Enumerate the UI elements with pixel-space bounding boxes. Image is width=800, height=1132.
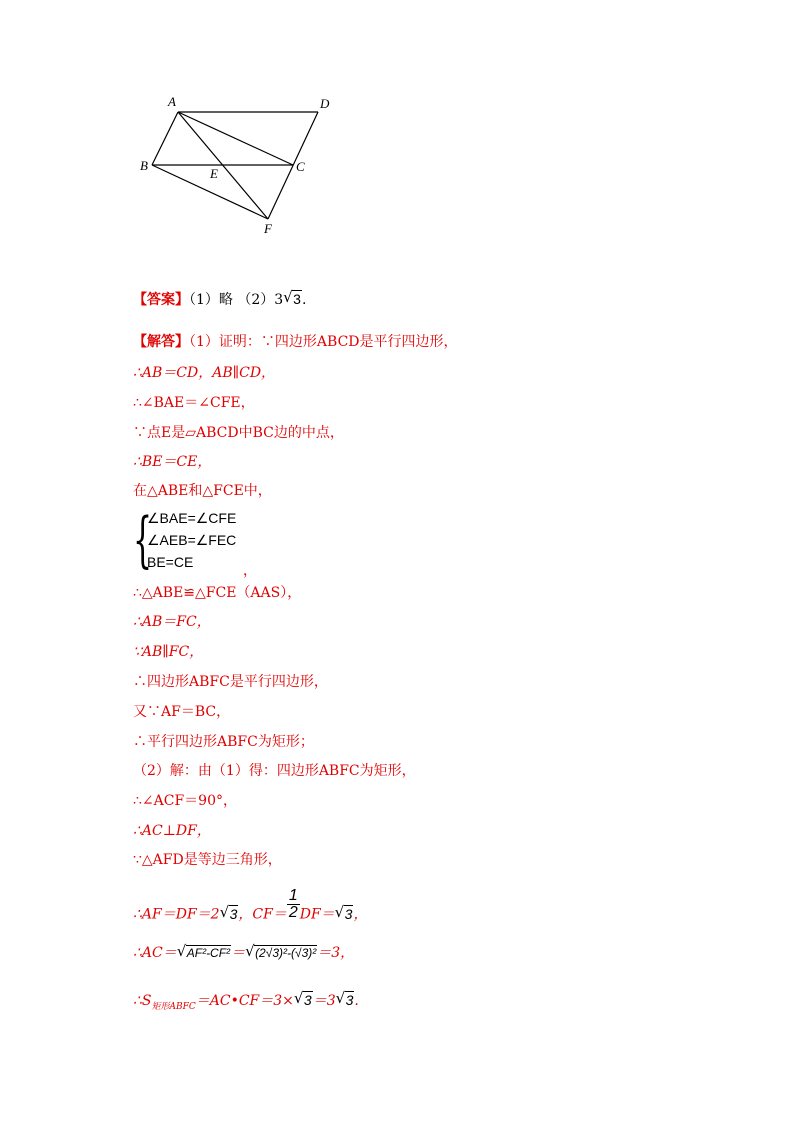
solution-line-15: ∵△AFD是等边三角形， bbox=[133, 852, 282, 868]
equation-line-1 bbox=[133, 887, 368, 931]
eq1-denominator: 2 bbox=[288, 904, 298, 921]
solution-line-7: ∴AB＝FC， bbox=[133, 614, 211, 630]
eq2-sqrt-1 bbox=[177, 944, 231, 962]
equation-system bbox=[133, 505, 293, 578]
parallelogram-diagram bbox=[130, 88, 360, 248]
eq2-part-c: ＝3， bbox=[317, 945, 355, 961]
eq3-part-c: ＝3 bbox=[312, 993, 336, 1009]
eq1-sqrt-2 bbox=[335, 905, 354, 924]
segment-ac bbox=[178, 112, 293, 165]
label-a: A bbox=[168, 94, 176, 109]
label-e: E bbox=[210, 166, 218, 181]
eq3-radicand-2: 3 bbox=[345, 992, 354, 1008]
answer-radicand: 3 bbox=[293, 291, 301, 307]
solution-line-13: ∴∠ACF＝90°， bbox=[133, 793, 237, 809]
solution-line-6: ∴△ABE≌△FCE（AAS）， bbox=[133, 585, 302, 601]
eq3-sqrt-2 bbox=[336, 991, 355, 1010]
eq2-part-a: ∴AC＝ bbox=[133, 945, 177, 961]
eq3-radicand-1: 3 bbox=[303, 992, 312, 1008]
answer-body: （1）略 （2）3 bbox=[189, 292, 284, 308]
eq3-sqrt-1 bbox=[294, 991, 313, 1010]
system-brace: { bbox=[133, 505, 153, 575]
answer-tag: 【答案】 bbox=[133, 292, 189, 308]
eq1-radicand-2: 3 bbox=[344, 905, 353, 922]
eq3-subscript: 矩形ABFC bbox=[151, 1001, 196, 1012]
solution-line-14: ∴AC⊥DF， bbox=[133, 823, 211, 839]
equation-line-2 bbox=[133, 944, 354, 962]
solution-line-0 bbox=[133, 333, 458, 351]
solution-text: （1）证明：∵四边形ABCD是平行四边形， bbox=[189, 334, 458, 350]
solution-line-1: ∴AB＝CD，AB∥CD， bbox=[133, 365, 276, 381]
eq1-sqrt-1 bbox=[220, 905, 239, 924]
eq3-part-b: ＝AC•CF＝3× bbox=[195, 993, 294, 1009]
solution-line-9: ∴四边形ABFC是平行四边形， bbox=[133, 674, 328, 690]
eq2-radicand-2: (2√3)²-(√3)² bbox=[255, 946, 317, 960]
eq1-part-d: ， bbox=[353, 906, 368, 923]
label-b: B bbox=[140, 158, 148, 173]
system-comma: ， bbox=[243, 562, 257, 578]
eq1-fraction bbox=[287, 888, 300, 921]
answer-tail: . bbox=[301, 292, 307, 308]
label-f: F bbox=[264, 221, 272, 236]
eq1-part-b: ，CF＝ bbox=[238, 906, 287, 923]
answer-sqrt bbox=[283, 290, 302, 309]
solution-line-8: ∵AB∥FC， bbox=[133, 644, 204, 660]
solution-line-12: （2）解：由（1）得：四边形ABFC为矩形， bbox=[133, 763, 416, 779]
answer-line bbox=[133, 290, 306, 309]
solution-line-2: ∴∠BAE＝∠CFE， bbox=[133, 395, 255, 411]
eq1-numerator: 1 bbox=[288, 887, 298, 904]
eq2-radicand-1: AF²-CF² bbox=[186, 946, 231, 960]
equation-line-3 bbox=[133, 991, 359, 1016]
system-row-1: ∠AEB=∠FEC bbox=[147, 532, 237, 548]
eq1-part-a: ∴AF＝DF＝2 bbox=[133, 906, 220, 923]
solution-line-4: ∴BE＝CE， bbox=[133, 454, 212, 470]
solution-line-10: 又∵AF＝BC， bbox=[133, 704, 231, 720]
solution-line-5: 在△ABE和△FCE中， bbox=[133, 483, 272, 499]
solution-tag: 【解答】 bbox=[133, 334, 189, 350]
label-d: D bbox=[320, 96, 330, 111]
eq3-part-a: ∴S bbox=[133, 993, 152, 1009]
geometry-figure bbox=[130, 88, 360, 248]
eq2-part-b: ＝ bbox=[231, 945, 246, 961]
solution-line-11: ∴平行四边形ABFC为矩形； bbox=[133, 734, 314, 750]
eq2-sqrt-2 bbox=[245, 944, 317, 962]
segment-ab bbox=[152, 112, 178, 165]
eq1-radicand-1: 3 bbox=[229, 905, 238, 922]
eq1-part-c: DF＝ bbox=[299, 906, 335, 923]
system-row-2: BE=CE bbox=[147, 554, 194, 570]
label-c: C bbox=[296, 159, 305, 174]
solution-line-3: ∵点E是▱ABCD中BC边的中点， bbox=[133, 425, 344, 441]
eq3-part-d: . bbox=[354, 993, 359, 1009]
system-row-0: ∠BAE=∠CFE bbox=[147, 510, 237, 526]
